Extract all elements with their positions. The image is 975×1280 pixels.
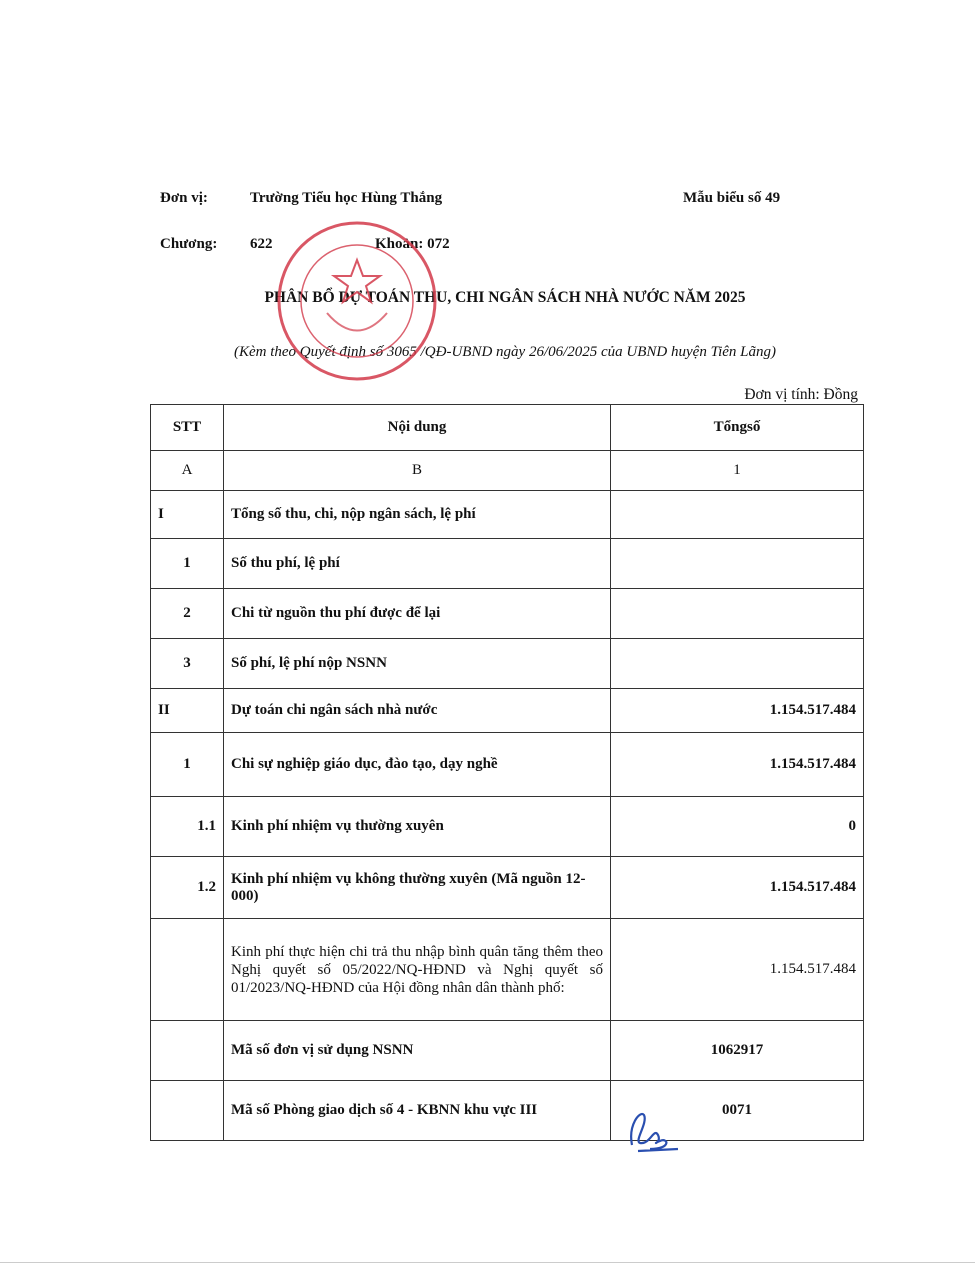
unit-label: Đơn vị: <box>160 190 208 206</box>
row-value <box>611 639 864 689</box>
row-value <box>611 589 864 639</box>
unit-name: Trường Tiểu học Hùng Thắng <box>250 190 443 206</box>
row-content: Số thu phí, lệ phí <box>224 539 611 589</box>
table-header-row <box>151 405 864 451</box>
row-value: 0071 <box>611 1081 864 1141</box>
row-value: 1.154.517.484 <box>611 857 864 919</box>
row-stt <box>151 1081 224 1141</box>
document-subtitle: (Kèm theo Quyết định số 3065 /QĐ-UBND ngày 26/06/2025 của UBND huyện Tiên Lãng) <box>233 344 777 360</box>
subheader-a: A <box>151 451 224 491</box>
row-stt: 1 <box>151 733 224 797</box>
row-stt: 1.2 <box>151 857 224 919</box>
signature <box>620 1105 680 1155</box>
row-value: 0 <box>611 797 864 857</box>
row-content: Kinh phí nhiệm vụ không thường xuyên (Mã nguồn 12-000) <box>224 857 611 919</box>
subheader-b: B <box>224 451 611 491</box>
official-stamp <box>272 218 442 384</box>
row-content: Kinh phí nhiệm vụ thường xuyên <box>224 797 611 857</box>
row-value: 1.154.517.484 <box>611 689 864 733</box>
table-row <box>151 1081 864 1141</box>
row-content: Chi từ nguồn thu phí được để lại <box>224 589 611 639</box>
form-number: Mẫu biểu số 49 <box>683 190 781 206</box>
document-title: PHÂN BỔ DỰ TOÁN THU, CHI NGÂN SÁCH NHÀ NƯỚC NĂM 2025 <box>264 289 746 306</box>
subheader-1: 1 <box>611 451 864 491</box>
row-stt <box>151 1021 224 1081</box>
row-value <box>611 539 864 589</box>
table-row <box>151 539 864 589</box>
section-code: Khoản: 072 <box>375 236 450 252</box>
row-stt: 2 <box>151 589 224 639</box>
row-value: 1.154.517.484 <box>611 919 864 1021</box>
chapter-value: 622 <box>250 236 273 252</box>
table-row <box>151 797 864 857</box>
row-content: Mã số Phòng giao dịch số 4 - KBNN khu vực III <box>224 1081 611 1141</box>
row-content: Tổng số thu, chi, nộp ngân sách, lệ phí <box>224 491 611 539</box>
row-value: 1.154.517.484 <box>611 733 864 797</box>
row-stt <box>151 919 224 1021</box>
row-stt: 3 <box>151 639 224 689</box>
row-content: Số phí, lệ phí nộp NSNN <box>224 639 611 689</box>
table-row <box>151 589 864 639</box>
row-content: Dự toán chi ngân sách nhà nước <box>224 689 611 733</box>
table-row <box>151 919 864 1021</box>
table-row <box>151 1021 864 1081</box>
header-content: Nội dung <box>224 405 611 451</box>
row-stt: 1.1 <box>151 797 224 857</box>
row-stt: II <box>151 689 224 733</box>
row-value: 1062917 <box>611 1021 864 1081</box>
currency-unit: Đơn vị tính: Đồng <box>744 386 858 403</box>
row-value <box>611 491 864 539</box>
table-row <box>151 857 864 919</box>
row-stt: 1 <box>151 539 224 589</box>
row-content: Mã số đơn vị sử dụng NSNN <box>224 1021 611 1081</box>
row-content: Chi sự nghiệp giáo dục, đào tạo, dạy nghề <box>224 733 611 797</box>
header-total: Tổngsố <box>611 405 864 451</box>
chapter-label: Chương: <box>160 236 218 252</box>
header-stt: STT <box>151 405 224 451</box>
budget-table <box>150 404 864 1141</box>
table-row <box>151 733 864 797</box>
table-row <box>151 639 864 689</box>
page-edge <box>0 1262 975 1263</box>
row-content: Kinh phí thực hiện chi trả thu nhập bình quân tăng thêm theo Nghị quyết số 05/2022/NQ-HĐND và Nghị quyết số 01/2023/NQ-HĐND của Hội đồng nhân dân thành phố: <box>224 919 611 1021</box>
row-stt: I <box>151 491 224 539</box>
table-row <box>151 689 864 733</box>
table-subheader-row <box>151 451 864 491</box>
table-row <box>151 491 864 539</box>
